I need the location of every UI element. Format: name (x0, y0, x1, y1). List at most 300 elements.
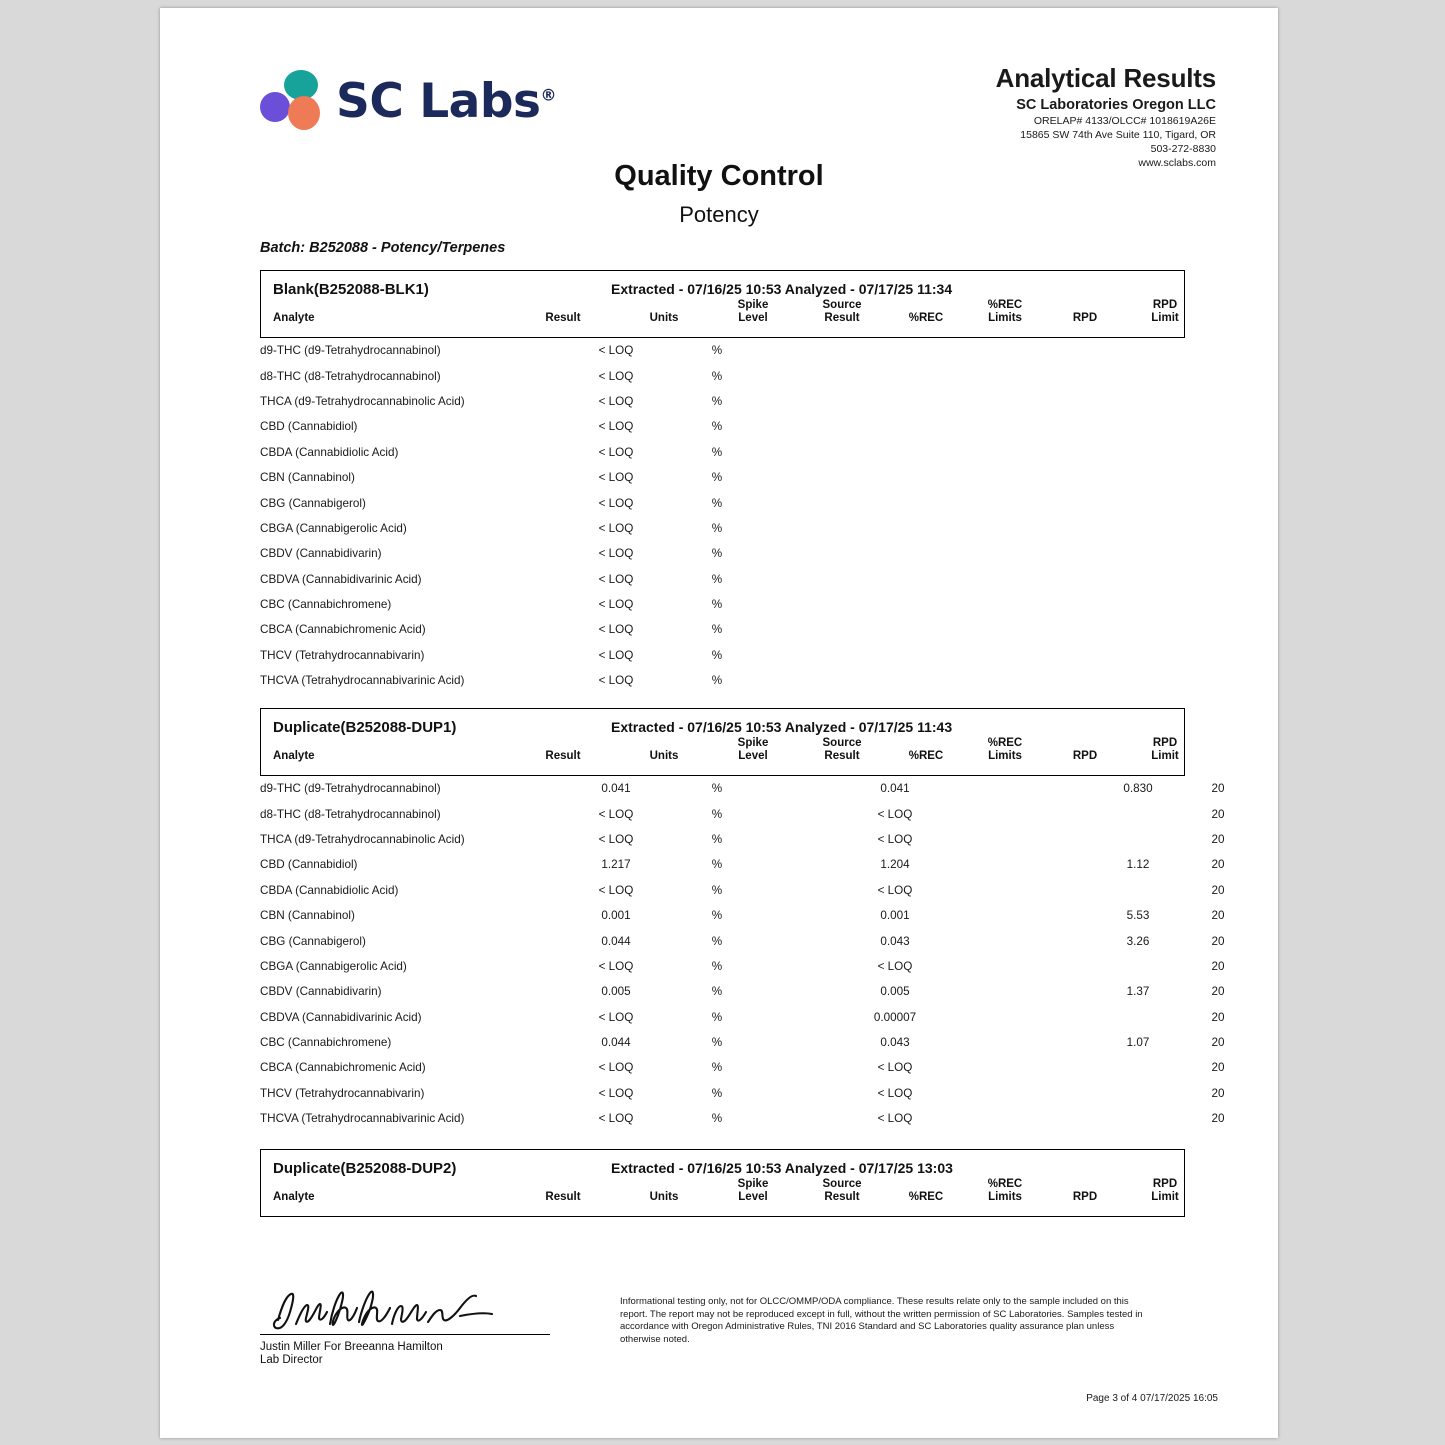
cell-source-result (850, 465, 940, 490)
column-header-row (261, 297, 1184, 339)
cell-spike-level (762, 617, 850, 642)
qc-results-table (260, 338, 1258, 693)
column-header-source: Source Result (822, 1178, 862, 1203)
column-header-rec: %REC (908, 312, 944, 324)
cell-spike-level (762, 776, 850, 801)
cell-units: % (711, 521, 723, 535)
column-header-rec: %REC (908, 1191, 944, 1203)
table-row (260, 928, 1258, 953)
batch-value: B252088 - Potency/Terpenes (309, 240, 506, 256)
cell-spike-level (762, 1005, 850, 1030)
cell-result: < LOQ (598, 807, 634, 821)
cell-result: < LOQ (598, 471, 634, 485)
cell-units: % (711, 471, 723, 485)
table-row (260, 643, 1258, 668)
table-row (260, 541, 1258, 566)
cell-rec-limits (1018, 928, 1098, 953)
cell-units: % (711, 883, 723, 897)
cell-units: % (711, 496, 723, 510)
cell-rpd (1098, 490, 1178, 515)
cell-result: < LOQ (598, 521, 634, 535)
column-header-row (261, 735, 1184, 777)
cell-units: % (711, 674, 723, 688)
cell-result: < LOQ (598, 1086, 634, 1100)
cell-spike-level (762, 414, 850, 439)
qc-section-header (260, 270, 1185, 338)
cell-source-result (850, 389, 940, 414)
table-row (260, 1106, 1258, 1131)
cell-rpd (1098, 1005, 1178, 1030)
cell-rpd (1098, 338, 1178, 363)
cell-rec-limits (1018, 414, 1098, 439)
cell-rec (940, 567, 1018, 592)
cell-result: < LOQ (598, 344, 634, 358)
cell-rec-limits (1018, 979, 1098, 1004)
cell-rpd-limit (1178, 541, 1258, 566)
column-header-result: Result (545, 1191, 581, 1203)
cell-rec-limits (1018, 827, 1098, 852)
column-header-source: Source Result (822, 299, 862, 324)
qc-section-header (260, 708, 1185, 776)
cell-source-result (850, 643, 940, 668)
table-row (260, 516, 1258, 541)
cell-spike-level (762, 903, 850, 928)
cell-spike-level (762, 827, 850, 852)
column-header-analyte: Analyte (273, 1191, 315, 1203)
cell-rpd-limit (1178, 389, 1258, 414)
cell-source-result: < LOQ (877, 807, 913, 821)
cell-rec-limits (1018, 617, 1098, 642)
sc-labs-logo-icon (260, 70, 328, 132)
registered-mark: ® (540, 84, 556, 104)
cell-spike-level (762, 643, 850, 668)
cell-analyte: CBDA (Cannabidiolic Acid) (260, 883, 399, 897)
cell-spike-level (762, 928, 850, 953)
cell-result: < LOQ (598, 623, 634, 637)
cell-source-result (850, 541, 940, 566)
cell-rec-limits (1018, 465, 1098, 490)
cell-rpd-limit (1178, 465, 1258, 490)
cell-source-result: 0.001 (880, 909, 910, 923)
cell-source-result: < LOQ (877, 832, 913, 846)
qc-section-dates: Extracted - 07/16/25 10:53 Analyzed - 07/17/25 11:34 (611, 281, 953, 297)
cell-rpd: 1.12 (1126, 858, 1150, 872)
cell-rpd (1098, 541, 1178, 566)
cell-result: < LOQ (598, 420, 634, 434)
cell-analyte: THCV (Tetrahydrocannabivarin) (260, 1086, 425, 1100)
cell-rec-limits (1018, 592, 1098, 617)
cell-result: 0.005 (601, 985, 631, 999)
cell-source-result: 0.043 (880, 1036, 910, 1050)
cell-rec (940, 852, 1018, 877)
cell-rec (940, 801, 1018, 826)
cell-rec-limits (1018, 643, 1098, 668)
cell-spike-level (762, 954, 850, 979)
cell-units: % (711, 1112, 723, 1126)
cell-spike-level (762, 567, 850, 592)
qc-section-header (260, 1149, 1185, 1217)
cell-analyte: CBC (Cannabichromene) (260, 598, 392, 612)
cell-rec-limits (1018, 776, 1098, 801)
cell-rec-limits (1018, 878, 1098, 903)
column-header-rpd: RPD (1072, 750, 1098, 762)
cell-analyte: CBGA (Cannabigerolic Acid) (260, 521, 407, 535)
cell-spike-level (762, 852, 850, 877)
cell-rpd (1098, 643, 1178, 668)
signature-image (260, 1280, 550, 1336)
cell-rec-limits (1018, 668, 1098, 693)
cell-rec (940, 903, 1018, 928)
cell-source-result (850, 617, 940, 642)
cell-result: 0.001 (601, 909, 631, 923)
column-header-spike: Spike Level (737, 1178, 769, 1203)
cell-spike-level (762, 363, 850, 388)
cell-rpd (1098, 363, 1178, 388)
cell-rpd-limit: 20 (1211, 858, 1225, 872)
analytical-results-title: Analytical Results (995, 63, 1216, 93)
cell-result: < LOQ (598, 1061, 634, 1075)
qc-section (260, 270, 1185, 693)
table-row (260, 954, 1258, 979)
cell-units: % (711, 445, 723, 459)
cell-rec (940, 668, 1018, 693)
cell-rec (940, 389, 1018, 414)
lab-website: www.sclabs.com (1138, 156, 1216, 169)
cell-analyte: CBD (Cannabidiol) (260, 858, 358, 872)
cell-units: % (711, 832, 723, 846)
lab-accreditation: ORELAP# 4133/OLCC# 1018619A26E (1033, 114, 1216, 127)
cell-rpd (1098, 389, 1178, 414)
qc-section-dates: Extracted - 07/16/25 10:53 Analyzed - 07/17/25 13:03 (611, 1160, 953, 1176)
cell-source-result (850, 516, 940, 541)
cell-units: % (711, 420, 723, 434)
qc-section-name: Blank(B252088-BLK1) (273, 281, 429, 298)
cell-rpd (1098, 878, 1178, 903)
cell-rec-limits (1018, 903, 1098, 928)
cell-source-result: 1.204 (880, 858, 910, 872)
document-page (160, 8, 1278, 1438)
cell-rec-limits (1018, 852, 1098, 877)
cell-source-result (850, 490, 940, 515)
cell-rec (940, 414, 1018, 439)
cell-source-result (850, 338, 940, 363)
cell-rec-limits (1018, 389, 1098, 414)
cell-units: % (711, 959, 723, 973)
cell-rec-limits (1018, 567, 1098, 592)
cell-rpd-limit (1178, 592, 1258, 617)
cell-rec-limits (1018, 516, 1098, 541)
column-header-rpdlim: RPD Limit (1151, 737, 1179, 762)
cell-units: % (711, 807, 723, 821)
cell-source-result: < LOQ (877, 1061, 913, 1075)
cell-rec (940, 541, 1018, 566)
cell-spike-level (762, 440, 850, 465)
cell-rpd-limit: 20 (1211, 1061, 1225, 1075)
cell-source-result: < LOQ (877, 959, 913, 973)
cell-rpd (1098, 516, 1178, 541)
column-header-units: Units (649, 312, 679, 324)
cell-spike-level (762, 465, 850, 490)
column-header-rpdlim: RPD Limit (1151, 299, 1179, 324)
cell-units: % (711, 934, 723, 948)
cell-result: 0.044 (601, 1036, 631, 1050)
cell-units: % (711, 623, 723, 637)
cell-spike-level (762, 1081, 850, 1106)
cell-analyte: CBDVA (Cannabidivarinic Acid) (260, 572, 422, 586)
cell-rec (940, 776, 1018, 801)
cell-analyte: CBC (Cannabichromene) (260, 1036, 392, 1050)
cell-rec (940, 954, 1018, 979)
cell-units: % (711, 985, 723, 999)
cell-spike-level (762, 338, 850, 363)
cell-rpd-limit (1178, 516, 1258, 541)
column-header-analyte: Analyte (273, 750, 315, 762)
signature-role: Lab Director (260, 1354, 323, 1366)
table-row (260, 389, 1258, 414)
table-row (260, 878, 1258, 903)
cell-rpd (1098, 465, 1178, 490)
cell-spike-level (762, 979, 850, 1004)
cell-rec (940, 827, 1018, 852)
cell-spike-level (762, 801, 850, 826)
cell-rpd (1098, 801, 1178, 826)
cell-result: < LOQ (598, 674, 634, 688)
cell-rpd-limit: 20 (1211, 1036, 1225, 1050)
cell-rpd (1098, 954, 1178, 979)
cell-rec (940, 363, 1018, 388)
cell-rpd-limit: 20 (1211, 959, 1225, 973)
table-row (260, 490, 1258, 515)
cell-result: < LOQ (598, 445, 634, 459)
cell-rpd-limit (1178, 617, 1258, 642)
cell-rpd: 1.07 (1126, 1036, 1150, 1050)
qc-section-name: Duplicate(B252088-DUP1) (273, 719, 457, 736)
cell-rec (940, 1030, 1018, 1055)
cell-rec (940, 1106, 1018, 1131)
cell-units: % (711, 547, 723, 561)
cell-rpd-limit: 20 (1211, 1010, 1225, 1024)
cell-rec-limits (1018, 440, 1098, 465)
cell-rpd: 5.53 (1126, 909, 1150, 923)
cell-source-result (850, 592, 940, 617)
cell-rec (940, 643, 1018, 668)
cell-rpd-limit: 20 (1211, 807, 1225, 821)
cell-rpd-limit: 20 (1211, 1112, 1225, 1126)
cell-rpd-limit (1178, 567, 1258, 592)
table-row (260, 567, 1258, 592)
cell-units: % (711, 1010, 723, 1024)
qc-section-dates: Extracted - 07/16/25 10:53 Analyzed - 07/17/25 11:43 (611, 719, 953, 735)
cell-result: < LOQ (598, 547, 634, 561)
cell-source-result: 0.005 (880, 985, 910, 999)
cell-result: < LOQ (598, 1112, 634, 1126)
cell-spike-level (762, 668, 850, 693)
cell-rpd-limit: 20 (1211, 1086, 1225, 1100)
cell-rec-limits (1018, 1106, 1098, 1131)
cell-rec (940, 465, 1018, 490)
cell-result: < LOQ (598, 369, 634, 383)
cell-result: < LOQ (598, 394, 634, 408)
cell-source-result: < LOQ (877, 883, 913, 897)
cell-analyte: CBDV (Cannabidivarin) (260, 985, 382, 999)
cell-analyte: THCV (Tetrahydrocannabivarin) (260, 648, 425, 662)
cell-analyte: THCVA (Tetrahydrocannabivarinic Acid) (260, 1112, 465, 1126)
cell-source-result (850, 567, 940, 592)
cell-rpd (1098, 592, 1178, 617)
cell-rpd-limit: 20 (1211, 985, 1225, 999)
table-row (260, 668, 1258, 693)
cell-result: < LOQ (598, 883, 634, 897)
cell-analyte: CBCA (Cannabichromenic Acid) (260, 623, 426, 637)
cell-result: < LOQ (598, 1010, 634, 1024)
cell-rpd (1098, 617, 1178, 642)
cell-spike-level (762, 541, 850, 566)
batch-line (260, 240, 505, 256)
cell-rpd-limit (1178, 440, 1258, 465)
cell-rec (940, 617, 1018, 642)
cell-analyte: CBCA (Cannabichromenic Acid) (260, 1061, 426, 1075)
cell-units: % (711, 598, 723, 612)
table-row (260, 801, 1258, 826)
cell-source-result (850, 414, 940, 439)
cell-rpd-limit (1178, 363, 1258, 388)
lab-info-block (996, 64, 1216, 169)
column-header-reclim: %REC Limits (987, 737, 1023, 762)
cell-source-result (850, 440, 940, 465)
batch-label: Batch: (260, 240, 306, 256)
cell-analyte: CBD (Cannabidiol) (260, 420, 358, 434)
cell-rpd-limit (1178, 668, 1258, 693)
cell-units: % (711, 344, 723, 358)
cell-rec (940, 878, 1018, 903)
table-row (260, 338, 1258, 363)
qc-section (260, 1149, 1185, 1217)
cell-rec-limits (1018, 490, 1098, 515)
cell-analyte: CBDV (Cannabidivarin) (260, 547, 382, 561)
sc-labs-logo (260, 70, 556, 132)
cell-units: % (711, 648, 723, 662)
column-header-reclim: %REC Limits (987, 299, 1023, 324)
column-header-source: Source Result (822, 737, 862, 762)
column-header-rpdlim: RPD Limit (1151, 1178, 1179, 1203)
cell-result: < LOQ (598, 959, 634, 973)
cell-source-result (850, 363, 940, 388)
cell-spike-level (762, 516, 850, 541)
lab-address: 15865 SW 74th Ave Suite 110, Tigard, OR (1020, 128, 1216, 141)
cell-source-result: < LOQ (877, 1086, 913, 1100)
cell-analyte: CBN (Cannabinol) (260, 471, 355, 485)
cell-source-result: < LOQ (877, 1112, 913, 1126)
cell-units: % (711, 858, 723, 872)
column-header-units: Units (649, 750, 679, 762)
cell-source-result: 0.043 (880, 934, 910, 948)
column-header-analyte: Analyte (273, 312, 315, 324)
column-header-rpd: RPD (1072, 312, 1098, 324)
cell-rec (940, 592, 1018, 617)
cell-spike-level (762, 592, 850, 617)
cell-rpd (1098, 1106, 1178, 1131)
cell-analyte: CBDVA (Cannabidivarinic Acid) (260, 1010, 422, 1024)
cell-result: 1.217 (601, 858, 631, 872)
page-title: Quality Control (614, 160, 824, 192)
cell-spike-level (762, 1055, 850, 1080)
table-row (260, 1081, 1258, 1106)
cell-rec (940, 516, 1018, 541)
table-row (260, 979, 1258, 1004)
cell-rpd-limit (1178, 490, 1258, 515)
cell-rpd (1098, 440, 1178, 465)
cell-analyte: CBGA (Cannabigerolic Acid) (260, 959, 407, 973)
cell-rec-limits (1018, 338, 1098, 363)
qc-section (260, 708, 1225, 1131)
cell-rpd (1098, 827, 1178, 852)
cell-rpd (1098, 1081, 1178, 1106)
cell-spike-level (762, 878, 850, 903)
column-header-result: Result (545, 750, 581, 762)
cell-units: % (711, 394, 723, 408)
page-footer-info: Page 3 of 4 07/17/2025 16:05 (1086, 1393, 1218, 1404)
cell-analyte: THCA (d9-Tetrahydrocannabinolic Acid) (260, 394, 465, 408)
table-row (260, 617, 1258, 642)
cell-result: 0.044 (601, 934, 631, 948)
cell-rec (940, 1081, 1018, 1106)
table-row (260, 1005, 1258, 1030)
cell-source-result: 0.00007 (873, 1010, 917, 1024)
disclaimer-text: Informational testing only, not for OLCC/OMMP/ODA compliance. These results relate only to the sample included on this report. The report may not be reproduced except in full, without the written permission of SC Laboratories. Samples tested in accordance with Oregon Administrative Rules, TNI 2016 Standard and SC Laboratories quality assurance plan unless otherwise noted. (620, 1296, 1143, 1345)
cell-result: < LOQ (598, 648, 634, 662)
cell-result: < LOQ (598, 496, 634, 510)
table-row (260, 827, 1258, 852)
cell-rpd-limit (1178, 414, 1258, 439)
signature-block (260, 1280, 550, 1366)
cell-rec (940, 1055, 1018, 1080)
cell-rec (940, 979, 1018, 1004)
cell-rec (940, 338, 1018, 363)
table-row (260, 852, 1258, 877)
cell-units: % (711, 782, 723, 796)
cell-rpd: 3.26 (1126, 934, 1150, 948)
cell-units: % (711, 1061, 723, 1075)
cell-rpd (1098, 1055, 1178, 1080)
cell-result: < LOQ (598, 572, 634, 586)
table-row (260, 465, 1258, 490)
cell-result: 0.041 (601, 782, 631, 796)
cell-rec-limits (1018, 1055, 1098, 1080)
cell-rpd-limit: 20 (1211, 934, 1225, 948)
cell-rec-limits (1018, 1005, 1098, 1030)
cell-rec-limits (1018, 1081, 1098, 1106)
table-row (260, 592, 1258, 617)
column-header-row (261, 1176, 1184, 1218)
cell-source-result: 0.041 (880, 782, 910, 796)
table-row (260, 1030, 1258, 1055)
cell-rpd (1098, 668, 1178, 693)
qc-results-table (260, 776, 1258, 1131)
cell-analyte: d9-THC (d9-Tetrahydrocannabinol) (260, 344, 441, 358)
cell-rec-limits (1018, 954, 1098, 979)
cell-rpd-limit: 20 (1211, 909, 1225, 923)
cell-analyte: THCA (d9-Tetrahydrocannabinolic Acid) (260, 832, 465, 846)
column-header-units: Units (649, 1191, 679, 1203)
cell-spike-level (762, 389, 850, 414)
signature-name: Justin Miller For Breeanna Hamilton (260, 1341, 443, 1353)
cell-units: % (711, 1036, 723, 1050)
cell-units: % (711, 369, 723, 383)
cell-rec (940, 1005, 1018, 1030)
cell-rpd-limit (1178, 338, 1258, 363)
cell-rec-limits (1018, 1030, 1098, 1055)
qc-section-name: Duplicate(B252088-DUP2) (273, 1160, 457, 1177)
